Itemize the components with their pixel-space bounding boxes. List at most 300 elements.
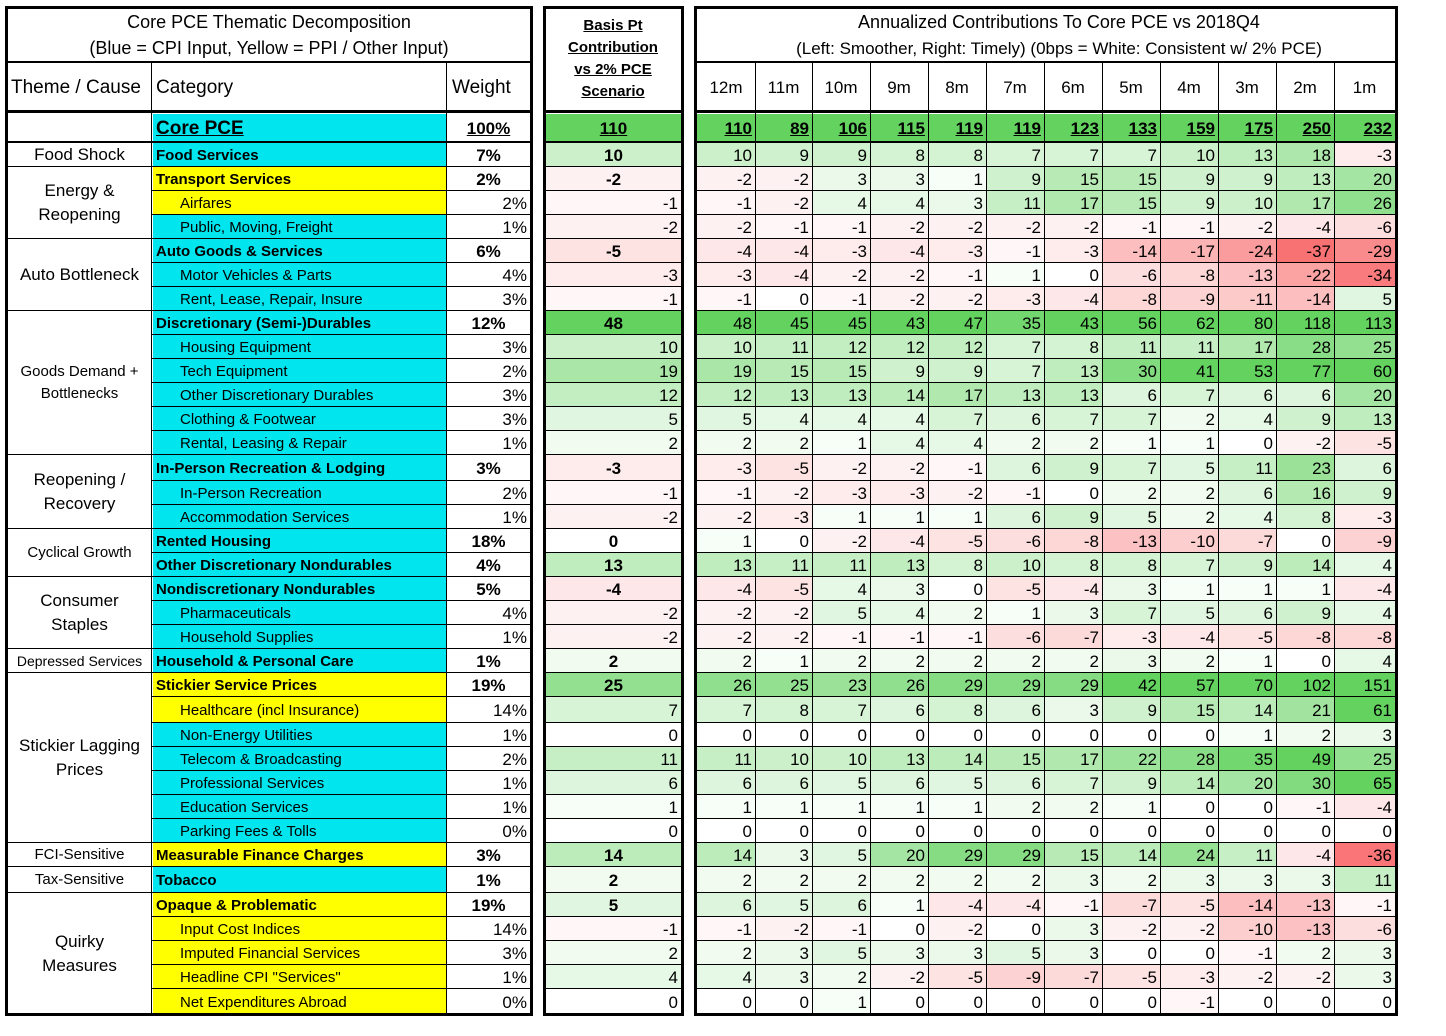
contribution-cell: -2	[546, 625, 681, 649]
value-cell: 5	[986, 941, 1044, 965]
value-cell: 0	[1160, 941, 1218, 965]
value-cell: -2	[986, 215, 1044, 239]
value-cell: -9	[1160, 287, 1218, 311]
value-cell: 4	[1334, 553, 1395, 577]
value-cell: 77	[1276, 359, 1334, 383]
value-cell: 1	[928, 795, 986, 819]
value-cell: -2	[1218, 965, 1276, 989]
value-cell: -4	[870, 239, 928, 263]
value-cell: -4	[1276, 843, 1334, 867]
value-cell: -3	[812, 481, 870, 505]
value-cell: 10	[697, 335, 755, 359]
value-cell: 5	[1334, 287, 1395, 311]
value-cell: -5	[1218, 625, 1276, 649]
value-cell: 2	[1044, 795, 1102, 819]
value-cell: -5	[928, 529, 986, 553]
contribution-cell: 10	[546, 143, 681, 167]
value-cell: 5	[812, 771, 870, 795]
value-cell: 0	[1102, 989, 1160, 1015]
value-cell: 3	[1218, 867, 1276, 893]
grid-line	[1044, 62, 1045, 1015]
category-cell: Opaque & Problematic	[153, 893, 446, 917]
category-cell: Headline CPI "Services"	[153, 965, 446, 989]
category-cell: Education Services	[153, 795, 446, 819]
value-cell: -8	[1044, 529, 1102, 553]
value-cell: -10	[1160, 529, 1218, 553]
theme-label-line: Staples	[51, 615, 108, 634]
value-cell: -7	[1218, 529, 1276, 553]
value-cell: 2	[1160, 407, 1218, 431]
value-cell: 0	[870, 819, 928, 843]
theme-label-line: Auto Bottleneck	[19, 265, 140, 284]
value-cell: -1	[1160, 989, 1218, 1015]
value-cell: 0	[928, 723, 986, 747]
value-cell: -2	[755, 167, 812, 191]
theme-label-line: Prices	[55, 760, 104, 779]
category-cell: Housing Equipment	[153, 335, 446, 359]
theme-cell	[8, 577, 151, 649]
weight-cell: 19%	[471, 895, 506, 915]
value-cell: 62	[1160, 311, 1218, 335]
value-cell: 2	[986, 431, 1044, 455]
value-cell: 7	[1102, 601, 1160, 625]
category-cell: Household Supplies	[153, 625, 446, 649]
value-cell: 57	[1160, 673, 1218, 697]
contribution-cell: 2	[546, 941, 681, 965]
value-cell: -3	[812, 239, 870, 263]
value-cell: 0	[870, 917, 928, 941]
value-cell: 3	[1334, 723, 1395, 747]
value-cell: 6	[1102, 383, 1160, 407]
value-cell: 0	[1218, 989, 1276, 1015]
value-cell: 5	[1160, 601, 1218, 625]
value-cell: -1	[697, 481, 755, 505]
weight-cell: 14%	[492, 700, 527, 720]
value-cell: 1	[986, 263, 1044, 287]
value-cell: -2	[1044, 215, 1102, 239]
value-cell: 14	[1276, 553, 1334, 577]
value-cell: -4	[755, 239, 812, 263]
weight-cell: 2%	[476, 169, 501, 189]
value-cell: 42	[1102, 673, 1160, 697]
value-cell: 1	[1218, 723, 1276, 747]
value-cell: 8	[1044, 553, 1102, 577]
value-cell: 0	[1218, 819, 1276, 843]
value-cell: -2	[928, 481, 986, 505]
theme-label-line: Consumer	[40, 591, 119, 610]
grid-line	[543, 1013, 684, 1016]
contribution-cell: 0	[546, 529, 681, 553]
value-cell: 0	[812, 723, 870, 747]
value-cell: -9	[986, 965, 1044, 989]
value-cell: -9	[1334, 529, 1395, 553]
category-cell: Transport Services	[153, 167, 446, 191]
category-cell: Pharmaceuticals	[153, 601, 446, 625]
value-cell: 0	[755, 989, 812, 1015]
weight-cell: 2%	[502, 749, 527, 769]
value-cell: 15	[812, 359, 870, 383]
category-cell: Auto Goods & Services	[153, 239, 446, 263]
weight-cell: 4%	[476, 555, 501, 575]
grid-line	[870, 62, 871, 1015]
value-cell: 2	[697, 649, 755, 673]
value-cell: 29	[928, 673, 986, 697]
value-cell: 3	[870, 577, 928, 601]
value-cell: 2	[870, 867, 928, 893]
value-cell: 10	[1218, 191, 1276, 215]
value-cell: -13	[1276, 893, 1334, 917]
contribution-cell: 10	[546, 335, 681, 359]
value-cell: 3	[1044, 917, 1102, 941]
value-cell: 113	[1334, 311, 1395, 335]
value-cell: -3	[986, 287, 1044, 311]
value-cell: 2	[812, 965, 870, 989]
value-cell: 11	[697, 747, 755, 771]
value-cell: 15	[755, 359, 812, 383]
value-cell: -1	[1218, 941, 1276, 965]
theme-label-line: Goods Demand +	[20, 363, 139, 380]
value-cell: -2	[697, 625, 755, 649]
theme-cell	[8, 529, 151, 577]
grid-line	[151, 62, 152, 1015]
contribution-cell: 12	[546, 383, 681, 407]
value-cell: 0	[1276, 529, 1334, 553]
value-cell: 20	[1334, 383, 1395, 407]
grid-line	[543, 6, 684, 9]
total-value-cell: 232	[1334, 114, 1395, 142]
value-cell: -1	[986, 239, 1044, 263]
contribution-cell: 48	[546, 311, 681, 335]
right-title-line1: Annualized Contributions To Core PCE vs 2018Q4	[858, 12, 1260, 32]
value-cell: 0	[1276, 819, 1334, 843]
value-cell: 2	[812, 867, 870, 893]
total-value-cell: 250	[1276, 114, 1334, 142]
grid-line	[5, 110, 533, 113]
value-cell: 0	[1218, 795, 1276, 819]
category-cell: Parking Fees & Tolls	[153, 819, 446, 843]
value-cell: 9	[986, 167, 1044, 191]
grid-line	[1276, 62, 1277, 1015]
total-category: Core PCE	[153, 114, 446, 142]
grid-line	[5, 6, 8, 1016]
value-cell: 151	[1334, 673, 1395, 697]
value-cell: 13	[1276, 167, 1334, 191]
value-cell: -3	[1044, 239, 1102, 263]
value-cell: 11	[812, 553, 870, 577]
value-cell: -1	[1276, 795, 1334, 819]
value-cell: 21	[1276, 697, 1334, 723]
value-cell: -2	[755, 191, 812, 215]
value-cell: -3	[755, 505, 812, 529]
value-cell: 6	[986, 697, 1044, 723]
contribution-cell: -2	[546, 215, 681, 239]
category-cell: Professional Services	[153, 771, 446, 795]
value-cell: 17	[1044, 747, 1102, 771]
weight-cell: 1%	[502, 773, 527, 793]
value-cell: 1	[870, 795, 928, 819]
value-cell: 20	[1334, 167, 1395, 191]
value-cell: -6	[1334, 215, 1395, 239]
value-cell: -3	[697, 263, 755, 287]
value-cell: 3	[1334, 941, 1395, 965]
period-header-12m: 12m	[709, 77, 743, 97]
value-cell: 1	[1160, 577, 1218, 601]
period-header-10m: 10m	[824, 77, 858, 97]
value-cell: 25	[1334, 335, 1395, 359]
value-cell: 0	[1334, 819, 1395, 843]
value-cell: 65	[1334, 771, 1395, 795]
value-cell: 0	[870, 989, 928, 1015]
total-value-cell: 115	[870, 114, 928, 142]
value-cell: 9	[928, 359, 986, 383]
weight-cell: 1%	[502, 217, 527, 237]
grid-line	[694, 1013, 1398, 1016]
value-cell: -7	[1044, 625, 1102, 649]
value-cell: 6	[870, 697, 928, 723]
value-cell: -2	[928, 287, 986, 311]
value-cell: -5	[1160, 893, 1218, 917]
theme-cell	[8, 867, 151, 893]
contribution-cell: -2	[546, 505, 681, 529]
value-cell: 8	[755, 697, 812, 723]
value-cell: -5	[755, 455, 812, 481]
value-cell: -17	[1160, 239, 1218, 263]
grid-line	[1102, 62, 1103, 1015]
value-cell: 13	[755, 383, 812, 407]
value-cell: -3	[1334, 143, 1395, 167]
value-cell: -1	[986, 481, 1044, 505]
value-cell: 4	[1334, 601, 1395, 625]
total-value-cell: 175	[1218, 114, 1276, 142]
value-cell: -2	[812, 455, 870, 481]
value-cell: -5	[755, 577, 812, 601]
grid-line	[543, 6, 546, 1016]
value-cell: 5	[1102, 505, 1160, 529]
theme-cell	[8, 649, 151, 673]
value-cell: -3	[697, 455, 755, 481]
value-cell: -2	[812, 529, 870, 553]
value-cell: 2	[1160, 481, 1218, 505]
value-cell: -1	[928, 625, 986, 649]
period-header-11m: 11m	[767, 77, 800, 97]
value-cell: 0	[697, 723, 755, 747]
theme-cell	[8, 239, 151, 311]
theme-cell	[8, 893, 151, 1015]
value-cell: 9	[1102, 697, 1160, 723]
value-cell: 1	[812, 431, 870, 455]
category-cell: Motor Vehicles & Parts	[153, 263, 446, 287]
value-cell: -11	[1218, 287, 1276, 311]
value-cell: 15	[1102, 167, 1160, 191]
weight-cell: 1%	[502, 507, 527, 527]
value-cell: 15	[986, 747, 1044, 771]
total-value-cell: 106	[812, 114, 870, 142]
value-cell: 6	[1334, 455, 1395, 481]
value-cell: 5	[928, 771, 986, 795]
value-cell: 0	[928, 577, 986, 601]
period-header-6m: 6m	[1061, 77, 1085, 97]
value-cell: 3	[755, 941, 812, 965]
value-cell: -36	[1334, 843, 1395, 867]
value-cell: 9	[870, 359, 928, 383]
value-cell: 8	[928, 143, 986, 167]
category-cell: In-Person Recreation	[153, 481, 446, 505]
weight-cell: 1%	[502, 725, 527, 745]
value-cell: -2	[870, 455, 928, 481]
value-cell: -2	[928, 215, 986, 239]
theme-cell	[8, 311, 151, 455]
value-cell: -6	[1334, 917, 1395, 941]
category-cell: Healthcare (incl Insurance)	[153, 697, 446, 723]
contribution-cell: 0	[546, 723, 681, 747]
period-header-2m: 2m	[1293, 77, 1317, 97]
value-cell: 1	[812, 989, 870, 1015]
value-cell: -4	[986, 893, 1044, 917]
grid-line	[5, 61, 533, 63]
value-cell: 1	[812, 795, 870, 819]
value-cell: -4	[928, 893, 986, 917]
theme-cell	[8, 167, 151, 239]
value-cell: -2	[697, 505, 755, 529]
value-cell: -2	[1102, 917, 1160, 941]
value-cell: 20	[1218, 771, 1276, 795]
value-cell: 9	[1044, 455, 1102, 481]
category-cell: Rental, Leasing & Repair	[153, 431, 446, 455]
category-cell: Public, Moving, Freight	[153, 215, 446, 239]
total-value-cell: 119	[986, 114, 1044, 142]
value-cell: 0	[1044, 263, 1102, 287]
value-cell: 3	[928, 191, 986, 215]
value-cell: -4	[1044, 287, 1102, 311]
value-cell: 10	[697, 143, 755, 167]
value-cell: -29	[1334, 239, 1395, 263]
weight-cell: 3%	[502, 385, 527, 405]
value-cell: 8	[1276, 505, 1334, 529]
value-cell: 43	[1044, 311, 1102, 335]
contribution-cell: 2	[546, 867, 681, 893]
value-cell: 14	[1218, 697, 1276, 723]
value-cell: -8	[1334, 625, 1395, 649]
contribution-cell: 5	[546, 893, 681, 917]
contribution-cell: 2	[546, 649, 681, 673]
theme-label-line: FCI-Sensitive	[34, 846, 125, 863]
theme-label-line: Stickier Lagging	[19, 736, 140, 755]
value-cell: 1	[928, 505, 986, 529]
theme-column-header: Theme / Cause	[11, 76, 141, 98]
value-cell: 9	[1160, 191, 1218, 215]
value-cell: -1	[812, 287, 870, 311]
value-cell: -14	[1102, 239, 1160, 263]
value-cell: 3	[1044, 601, 1102, 625]
value-cell: 0	[1160, 795, 1218, 819]
value-cell: 17	[928, 383, 986, 407]
value-cell: -3	[1334, 505, 1395, 529]
right-title-line2: (Left: Smoother, Right: Timely) (0bps = White: Consistent w/ 2% PCE)	[796, 38, 1322, 58]
value-cell: 9	[1276, 407, 1334, 431]
grid-line	[681, 6, 684, 1016]
weight-cell: 0%	[502, 992, 527, 1012]
value-cell: 9	[755, 143, 812, 167]
value-cell: 0	[1044, 723, 1102, 747]
value-cell: 2	[1044, 431, 1102, 455]
total-weight: 100%	[466, 118, 511, 138]
value-cell: -2	[812, 263, 870, 287]
contribution-cell: 5	[546, 407, 681, 431]
value-cell: -7	[1102, 893, 1160, 917]
value-cell: 0	[755, 287, 812, 311]
value-cell: 29	[986, 673, 1044, 697]
weight-cell: 2%	[502, 193, 527, 213]
weight-cell: 1%	[502, 627, 527, 647]
value-cell: 3	[755, 843, 812, 867]
value-cell: 10	[755, 747, 812, 771]
grid-line	[1160, 62, 1161, 1015]
value-cell: 45	[755, 311, 812, 335]
value-cell: 1	[697, 795, 755, 819]
value-cell: 5	[812, 843, 870, 867]
value-cell: -13	[1218, 263, 1276, 287]
value-cell: -1	[1102, 215, 1160, 239]
value-cell: 7	[1102, 407, 1160, 431]
category-cell: Rented Housing	[153, 529, 446, 553]
category-cell: Tech Equipment	[153, 359, 446, 383]
value-cell: 14	[928, 747, 986, 771]
contribution-cell: 2	[546, 431, 681, 455]
value-cell: 13	[1044, 383, 1102, 407]
value-cell: 10	[1160, 143, 1218, 167]
category-cell: Telecom & Broadcasting	[153, 747, 446, 771]
value-cell: 11	[1218, 455, 1276, 481]
value-cell: -2	[755, 481, 812, 505]
value-cell: 56	[1102, 311, 1160, 335]
value-cell: 2	[755, 867, 812, 893]
value-cell: -5	[928, 965, 986, 989]
value-cell: 5	[755, 893, 812, 917]
weight-column-header: Weight	[452, 76, 511, 98]
value-cell: 3	[1160, 867, 1218, 893]
left-title-line1: Core PCE Thematic Decomposition	[127, 12, 411, 32]
value-cell: -8	[1102, 287, 1160, 311]
weight-cell: 18%	[471, 531, 506, 551]
value-cell: 4	[812, 577, 870, 601]
value-cell: 80	[1218, 311, 1276, 335]
total-value-cell: 110	[697, 114, 755, 142]
category-cell: Rent, Lease, Repair, Insure	[153, 287, 446, 311]
contribution-cell: -3	[546, 263, 681, 287]
value-cell: -5	[1102, 965, 1160, 989]
value-cell: 7	[928, 407, 986, 431]
value-cell: -5	[1334, 431, 1395, 455]
value-cell: -1	[928, 455, 986, 481]
weight-cell: 3%	[476, 458, 501, 478]
weight-cell: 1%	[502, 797, 527, 817]
category-cell: Other Discretionary Nondurables	[153, 553, 446, 577]
weight-cell: 4%	[502, 603, 527, 623]
value-cell: 17	[1044, 191, 1102, 215]
total-value-cell: 123	[1044, 114, 1102, 142]
value-cell: 4	[870, 191, 928, 215]
value-cell: -1	[697, 287, 755, 311]
value-cell: 5	[1160, 455, 1218, 481]
value-cell: 2	[697, 431, 755, 455]
value-cell: -37	[1276, 239, 1334, 263]
value-cell: 9	[1276, 601, 1334, 625]
value-cell: 4	[928, 431, 986, 455]
theme-cell	[8, 843, 151, 867]
value-cell: 10	[986, 553, 1044, 577]
value-cell: 6	[812, 893, 870, 917]
value-cell: 3	[1044, 867, 1102, 893]
